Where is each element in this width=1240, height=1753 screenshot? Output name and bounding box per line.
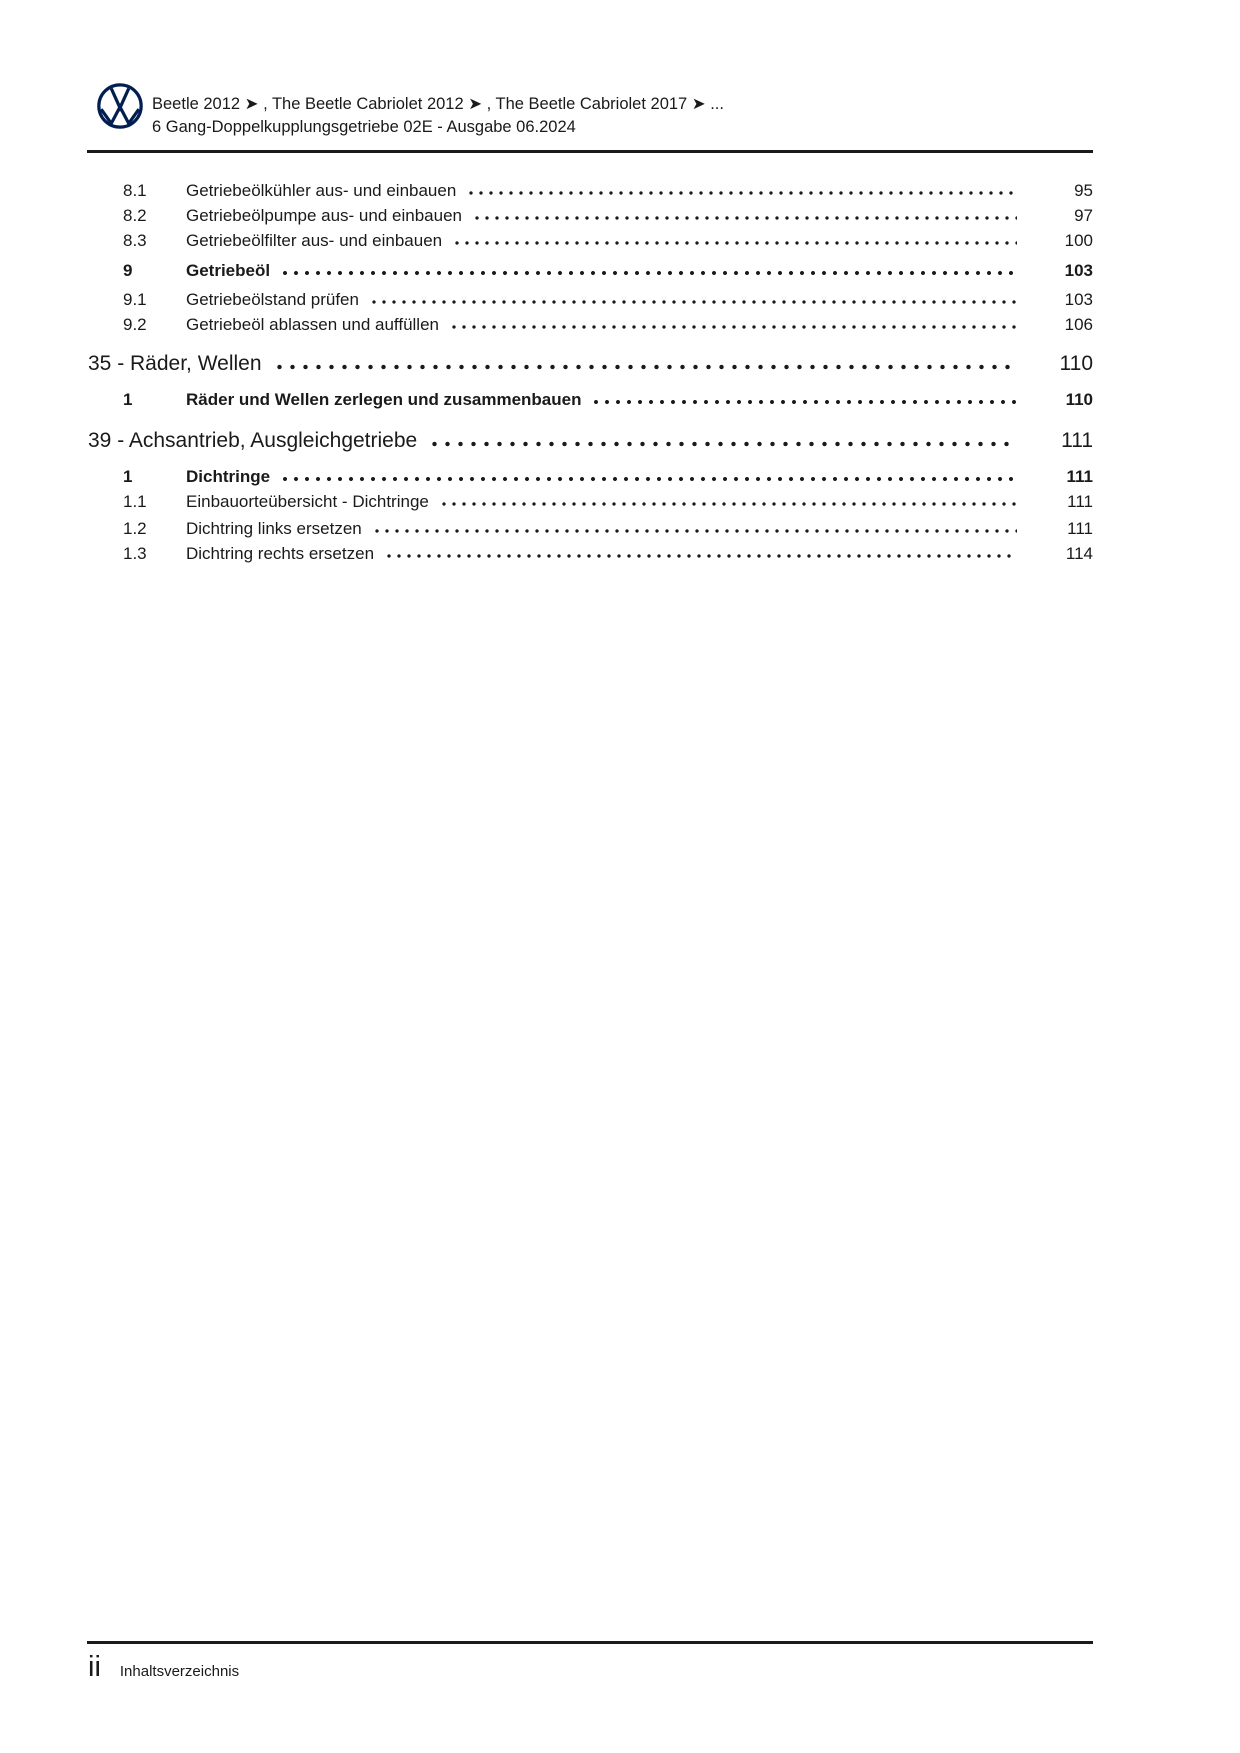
- toc-leader-dots: [432, 438, 1017, 450]
- toc-entry-number: 1.2: [123, 519, 147, 538]
- toc-entry-title: Räder und Wellen zerlegen und zusammenbauen: [186, 390, 582, 409]
- toc-entry-number: 1: [123, 390, 133, 409]
- toc-leader-dots: [594, 397, 1017, 407]
- toc-entry-page: 110: [1065, 390, 1093, 409]
- toc-entry-title: Getriebeöl: [186, 261, 271, 280]
- toc-entry-page: 103: [1064, 290, 1093, 309]
- toc-leader-dots: [283, 268, 1017, 278]
- toc-entry-title: Getriebeölstand prüfen: [186, 290, 359, 309]
- toc-leader-dots: [372, 297, 1017, 307]
- toc-entry-page: 103: [1064, 261, 1093, 280]
- toc-entry-page: 111: [1067, 492, 1093, 511]
- toc-entry-page: 100: [1064, 231, 1093, 250]
- toc-entry-page: 111: [1066, 467, 1093, 486]
- toc-leader-dots: [452, 322, 1017, 332]
- toc-chapter-entry: [87, 349, 1093, 379]
- toc-entry: [87, 516, 1093, 541]
- footer-rule: [87, 1641, 1093, 1644]
- toc-entry-title: Getriebeölkühler aus- und einbauen: [186, 181, 457, 200]
- toc-entry: [87, 258, 1093, 283]
- toc-entry: [87, 312, 1093, 337]
- toc-entry: [87, 489, 1093, 514]
- toc-leader-dots: [283, 474, 1017, 484]
- toc-entry-page: 111: [1067, 519, 1093, 538]
- toc-chapter-title: 35 - Räder, Wellen: [88, 352, 262, 375]
- toc-entry-page: 110: [1059, 352, 1093, 375]
- toc-leader-dots: [455, 238, 1017, 248]
- toc-entry: [87, 541, 1093, 566]
- toc-entry-page: 106: [1064, 315, 1093, 334]
- toc-entry: [87, 387, 1093, 412]
- page-footer: [88, 1650, 239, 1684]
- toc-entry-number: 9.1: [123, 290, 147, 309]
- toc-leader-dots: [277, 361, 1017, 373]
- header-edition-line: 6 Gang-Doppelkupplungsgetriebe 02E - Ausgabe 06.2024: [152, 118, 576, 136]
- toc-entry-page: 114: [1065, 544, 1093, 563]
- toc-entry-title: Einbauorteübersicht - Dichtringe: [186, 492, 429, 511]
- toc-entry-number: 9: [123, 261, 133, 280]
- toc-entry: [87, 464, 1093, 489]
- toc-entry-title: Getriebeöl ablassen und auffüllen: [186, 315, 439, 334]
- toc-entry-page: 97: [1074, 206, 1093, 225]
- toc-entry-title: Getriebeölfilter aus- und einbauen: [186, 231, 443, 250]
- toc-entry-number: 8.1: [123, 181, 147, 200]
- toc-entry-number: 1: [123, 467, 133, 486]
- toc-entry: [87, 228, 1093, 253]
- toc-leader-dots: [442, 499, 1017, 509]
- toc-chapter-entry: [87, 426, 1093, 456]
- toc-entry-page: 111: [1061, 429, 1093, 452]
- toc-entry-title: Dichtringe: [186, 467, 271, 486]
- toc-entry-title: Dichtring links ersetzen: [186, 519, 362, 538]
- toc-entry-number: 9.2: [123, 315, 147, 334]
- toc-entry-number: 8.2: [123, 206, 147, 225]
- toc-entry: [87, 203, 1093, 228]
- vw-logo-icon: [97, 83, 143, 129]
- toc-entry: [87, 178, 1093, 203]
- toc-leader-dots: [469, 188, 1017, 198]
- table-of-contents: [87, 178, 1093, 566]
- toc-leader-dots: [387, 551, 1017, 561]
- header-model-line: Beetle 2012 ➤ , The Beetle Cabriolet 2012 ➤ , The Beetle Cabriolet 2017 ➤ ...: [152, 95, 724, 113]
- toc-entry: [87, 287, 1093, 312]
- footer-page-number: ii: [88, 1651, 101, 1683]
- page-header: [152, 93, 724, 139]
- toc-entry-title: Dichtring rechts ersetzen: [186, 544, 375, 563]
- toc-chapter-title: 39 - Achsantrieb, Ausgleichgetriebe: [88, 429, 418, 452]
- toc-entry-title: Getriebeölpumpe aus- und einbauen: [186, 206, 462, 225]
- header-rule: [87, 150, 1093, 153]
- toc-entry-number: 8.3: [123, 231, 147, 250]
- toc-entry-page: 95: [1074, 181, 1093, 200]
- toc-entry-number: 1.3: [123, 544, 147, 563]
- toc-leader-dots: [375, 526, 1017, 536]
- toc-leader-dots: [475, 213, 1017, 223]
- toc-entry-number: 1.1: [123, 492, 147, 511]
- footer-section-label: Inhaltsverzeichnis: [119, 1663, 240, 1680]
